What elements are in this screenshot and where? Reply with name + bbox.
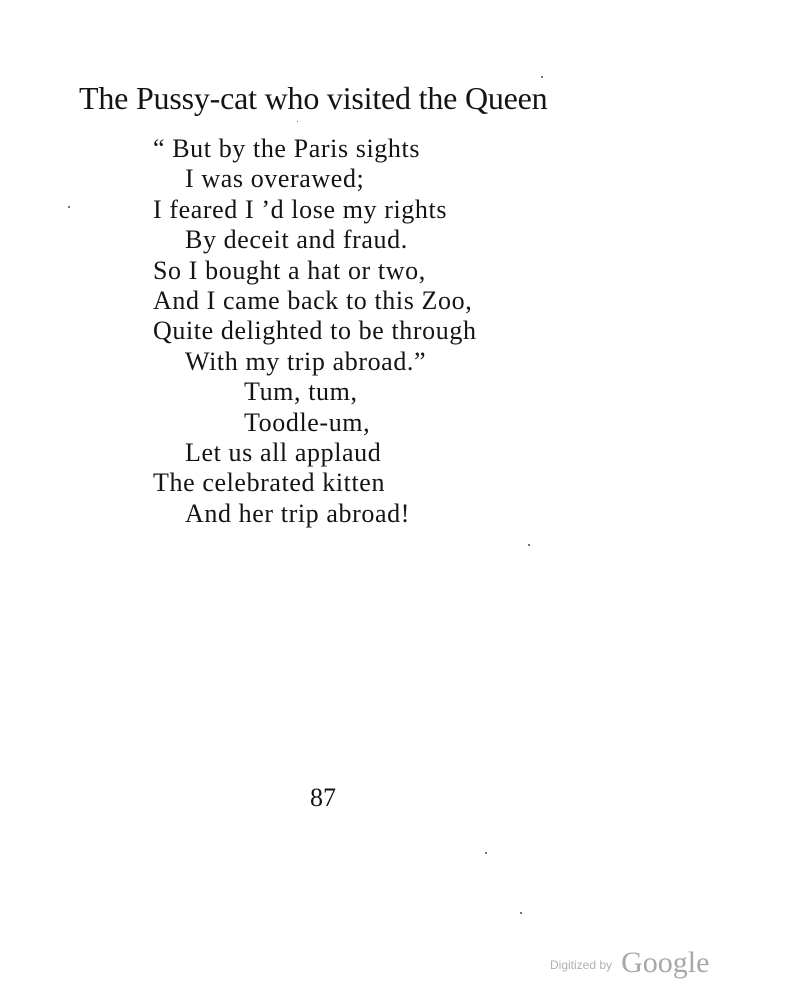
poem-line: And I came back to this Zoo, xyxy=(153,285,473,315)
poem-line: Quite delighted to be through xyxy=(153,316,477,346)
page-number: 87 xyxy=(310,783,336,812)
poem-line: “ But by the Paris sights xyxy=(153,134,421,163)
watermark-prefix: Digitized by xyxy=(550,958,613,972)
scan-speck xyxy=(297,121,298,122)
poem-line: Tum, tum, xyxy=(244,377,358,407)
watermark-brand: Google xyxy=(621,946,710,979)
scan-speck xyxy=(68,206,70,208)
poem-line: With my trip abroad.” xyxy=(185,346,427,376)
poem-stanza xyxy=(153,134,477,529)
scan-speck xyxy=(520,912,522,914)
poem-line: I was overawed; xyxy=(185,164,365,194)
scan-speck xyxy=(541,76,543,78)
poem-line: Toodle-um, xyxy=(244,407,371,437)
poem-line: And her trip abroad! xyxy=(185,498,410,528)
scan-speck xyxy=(485,852,487,854)
poem-line: I feared I ’d lose my rights xyxy=(153,194,448,224)
poem-line: So I bought a hat or two, xyxy=(153,255,426,285)
digitized-watermark xyxy=(550,946,709,980)
scan-speck xyxy=(528,544,530,546)
poem-line: The celebrated kitten xyxy=(153,468,386,498)
page-title: The Pussy-cat who visited the Queen xyxy=(79,80,548,116)
poem-line: By deceit and fraud. xyxy=(185,225,408,255)
poem-line: Let us all applaud xyxy=(185,437,382,467)
